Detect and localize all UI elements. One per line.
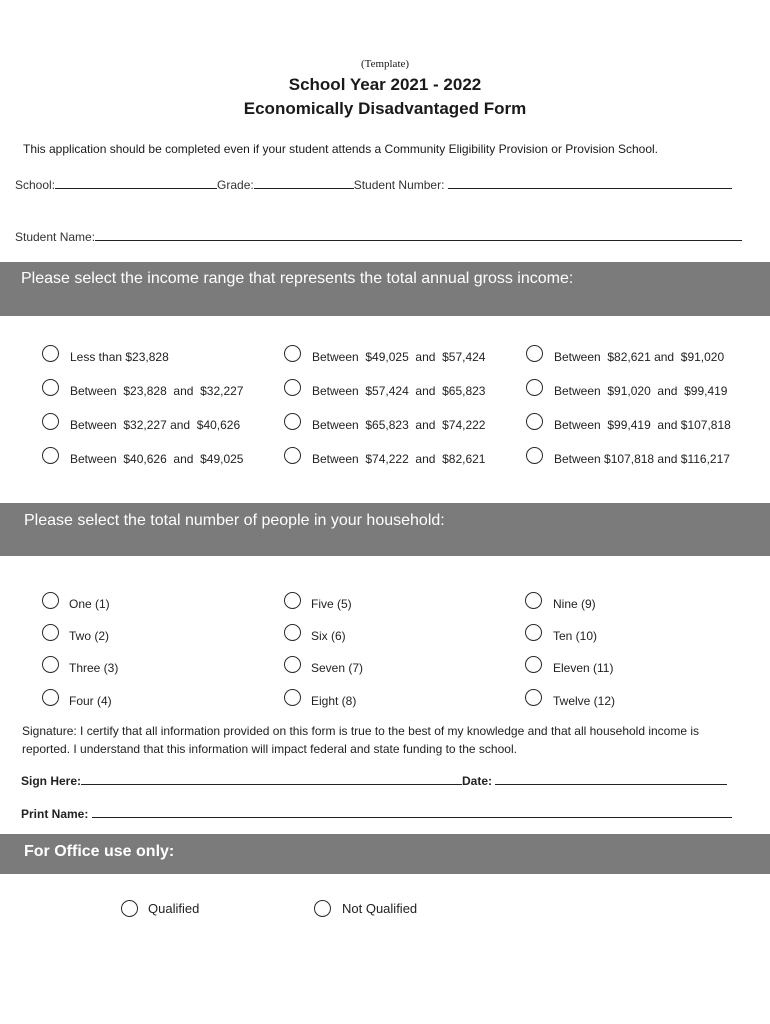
certification-line-2: reported. I understand that this information will impact federal and state funding to the school.	[22, 742, 517, 756]
grade-field[interactable]	[254, 177, 354, 189]
income-option-label: Between $91,020 and $99,419	[554, 384, 728, 398]
income-option-radio[interactable]	[42, 413, 59, 430]
school-label: School:	[15, 178, 56, 192]
household-option-label: Eleven (11)	[553, 661, 614, 675]
income-option-radio[interactable]	[284, 413, 301, 430]
income-option-radio[interactable]	[284, 345, 301, 362]
intro-text: This application should be completed even if your student attends a Community Eligibility Provision or Provision School.	[23, 142, 658, 156]
not-qualified-label: Not Qualified	[342, 901, 418, 916]
form-title: Economically Disadvantaged Form	[243, 99, 527, 118]
income-option-radio[interactable]	[284, 447, 301, 464]
income-option-label: Between $49,025 and $57,424	[312, 350, 486, 364]
sign-row	[21, 773, 727, 788]
income-option-label: Between $57,424 and $65,823	[312, 384, 486, 398]
household-option-label: Seven (7)	[311, 661, 364, 675]
income-option-radio[interactable]	[526, 413, 543, 430]
income-option-label: Less than $23,828	[70, 350, 169, 364]
household-option-label: Three (3)	[69, 661, 119, 675]
student-name-field[interactable]	[95, 229, 742, 241]
income-option-radio[interactable]	[42, 345, 59, 362]
school-grade-number-row	[15, 177, 732, 192]
household-option-label: Four (4)	[69, 694, 112, 708]
income-option-label: Between $82,621 and $91,020	[554, 350, 725, 364]
income-banner-text: Please select the income range that represents the total annual gross income:	[21, 270, 574, 287]
household-option-radio[interactable]	[525, 656, 542, 673]
qualified-radio[interactable]	[121, 900, 138, 917]
sign-here-label: Sign Here:	[21, 774, 82, 788]
income-option-label: Between $32,227 and $40,626	[70, 418, 241, 432]
household-option-label: Twelve (12)	[553, 694, 616, 708]
household-option-label: Nine (9)	[553, 597, 596, 611]
household-option-radio[interactable]	[525, 624, 542, 641]
print-name-label: Print Name:	[21, 807, 89, 821]
household-option-label: Six (6)	[311, 629, 346, 643]
income-option-radio[interactable]	[42, 447, 59, 464]
qualified-label: Qualified	[148, 901, 200, 916]
income-option-label: Between $65,823 and $74,222	[312, 418, 486, 432]
not-qualified-radio[interactable]	[314, 900, 331, 917]
household-option-radio[interactable]	[284, 624, 301, 641]
household-option-radio[interactable]	[284, 592, 301, 609]
office-banner-text: For Office use only:	[24, 843, 175, 860]
household-option-radio[interactable]	[284, 656, 301, 673]
student-name-row	[15, 229, 742, 244]
household-option-radio[interactable]	[525, 689, 542, 706]
household-option-radio[interactable]	[42, 592, 59, 609]
income-banner	[0, 262, 770, 316]
household-option-label: One (1)	[69, 597, 110, 611]
template-label: (Template)	[360, 58, 410, 70]
student-number-field[interactable]	[448, 177, 732, 189]
income-option-label: Between $107,818 and $116,217	[554, 452, 730, 466]
income-option-radio[interactable]	[526, 447, 543, 464]
household-banner-text: Please select the total number of people in your household:	[24, 512, 445, 529]
income-option-label: Between $99,419 and $107,818	[554, 418, 731, 432]
date-label: Date:	[462, 774, 493, 788]
office-banner	[0, 834, 770, 874]
household-option-radio[interactable]	[284, 689, 301, 706]
household-option-radio[interactable]	[525, 592, 542, 609]
household-banner	[0, 503, 770, 556]
income-option-radio[interactable]	[526, 379, 543, 396]
household-option-radio[interactable]	[42, 656, 59, 673]
date-field[interactable]	[495, 773, 727, 785]
household-option-radio[interactable]	[42, 689, 59, 706]
household-option-label: Two (2)	[69, 629, 110, 643]
income-option-label: Between $23,828 and $32,227	[70, 384, 244, 398]
income-option-radio[interactable]	[284, 379, 301, 396]
income-option-label: Between $74,222 and $82,621	[312, 452, 486, 466]
household-option-label: Eight (8)	[311, 694, 357, 708]
certification-text	[22, 722, 762, 758]
school-field[interactable]	[55, 177, 217, 189]
certification-line-1: Signature: I certify that all information provided on this form is true to the best of my knowledge and that all household income is	[22, 724, 700, 738]
household-option-label: Five (5)	[311, 597, 352, 611]
income-option-radio[interactable]	[526, 345, 543, 362]
grade-label: Grade:	[217, 178, 254, 192]
student-number-label: Student Number:	[353, 178, 445, 192]
student-name-label: Student Name:	[15, 230, 96, 244]
print-name-row	[21, 806, 732, 821]
income-option-label: Between $40,626 and $49,025	[70, 452, 244, 466]
signature-field[interactable]	[81, 773, 462, 785]
household-option-radio[interactable]	[42, 624, 59, 641]
form-title-year: School Year 2021 - 2022	[288, 75, 482, 94]
income-option-radio[interactable]	[42, 379, 59, 396]
household-option-label: Ten (10)	[553, 629, 598, 643]
print-name-field[interactable]	[92, 806, 732, 818]
